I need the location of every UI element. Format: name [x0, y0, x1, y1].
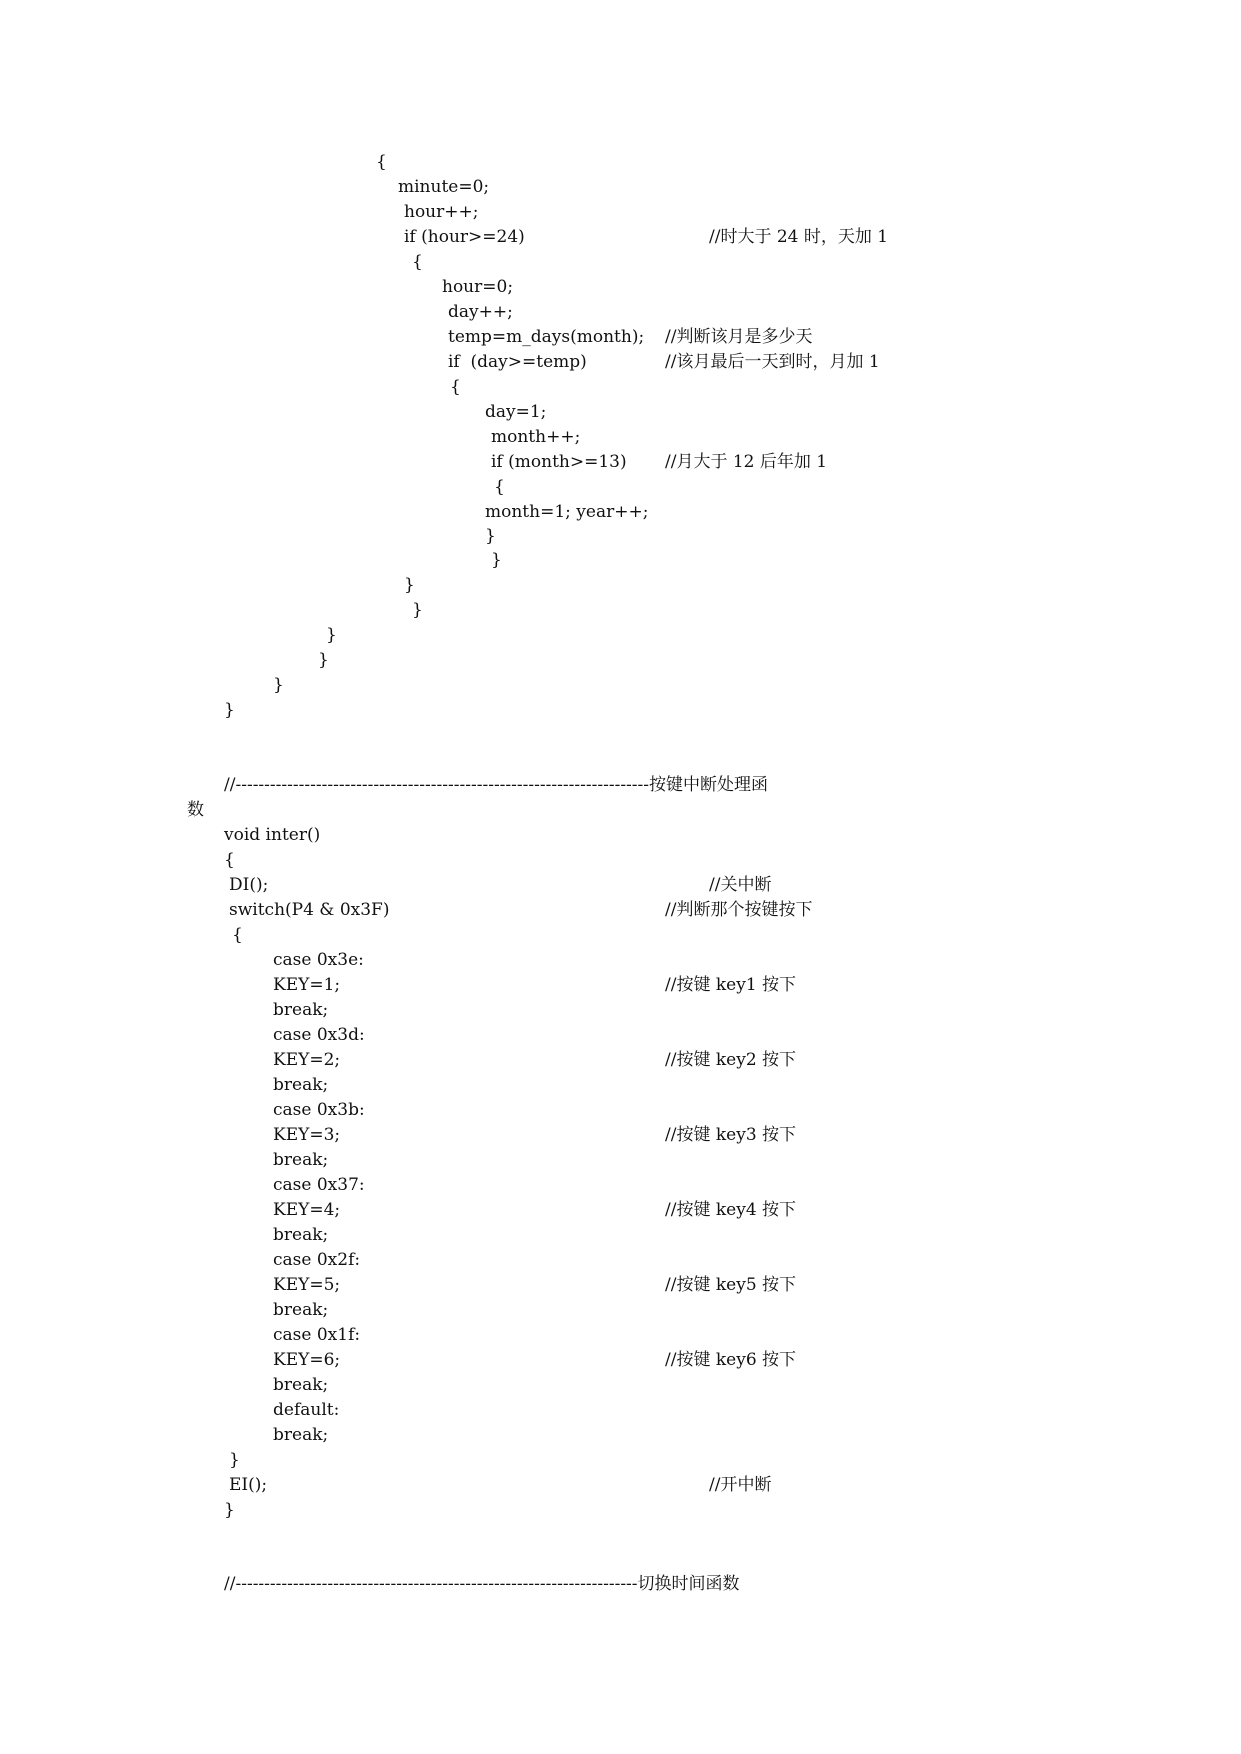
code-line: break;: [273, 1300, 329, 1320]
code-line: {: [412, 252, 423, 272]
code-comment: //判断该月是多少天: [665, 327, 813, 347]
code-line: break;: [273, 1425, 329, 1445]
code-comment: //按键 key3 按下: [665, 1125, 797, 1145]
code-line: case 0x3d:: [273, 1025, 365, 1045]
code-line: KEY=4;: [273, 1200, 341, 1220]
code-line: month=1; year++;: [485, 502, 649, 522]
code-comment: //判断那个按键按下: [665, 900, 813, 920]
code-line: switch(P4 & 0x3F): [229, 900, 390, 920]
code-line: }: [224, 1500, 235, 1520]
code-comment: //该月最后一天到时，月加 1: [665, 352, 880, 372]
code-line: }: [412, 600, 423, 620]
code-line: break;: [273, 1225, 329, 1245]
code-line: default:: [273, 1400, 340, 1420]
code-line: day=1;: [485, 402, 547, 422]
code-line: break;: [273, 1375, 329, 1395]
code-line: day++;: [448, 302, 513, 322]
code-comment: //按键 key2 按下: [665, 1050, 797, 1070]
code-line: }: [326, 625, 337, 645]
code-line: break;: [273, 1150, 329, 1170]
section-divider: //----------------------------------------------------------------------切换时间函数: [224, 1574, 740, 1594]
section-divider-wrap: 数: [187, 800, 204, 820]
code-line: case 0x2f:: [273, 1250, 361, 1270]
code-comment: //月大于 12 后年加 1: [665, 452, 828, 472]
code-line: }: [224, 700, 235, 720]
code-line: KEY=1;: [273, 975, 341, 995]
code-line: case 0x3e:: [273, 950, 364, 970]
code-line: }: [273, 675, 284, 695]
code-line: {: [376, 152, 387, 172]
section-divider: //------------------------------------------------------------------------按键中断处理函: [224, 775, 769, 795]
code-line: hour++;: [404, 202, 479, 222]
code-comment: //关中断: [709, 875, 772, 895]
code-line: temp=m_days(month);: [448, 327, 645, 347]
code-line: KEY=5;: [273, 1275, 341, 1295]
code-comment: //时大于 24 时，天加 1: [709, 227, 889, 247]
code-line: EI();: [229, 1475, 268, 1495]
code-line: }: [318, 650, 329, 670]
code-line: void inter(): [224, 825, 321, 845]
code-line: case 0x3b:: [273, 1100, 365, 1120]
code-line: }: [229, 1450, 240, 1470]
code-line: KEY=6;: [273, 1350, 341, 1370]
code-line: KEY=2;: [273, 1050, 341, 1070]
code-line: case 0x1f:: [273, 1325, 361, 1345]
code-line: month++;: [491, 427, 581, 447]
code-comment: //按键 key5 按下: [665, 1275, 797, 1295]
code-line: if (hour>=24): [404, 227, 525, 247]
code-line: if (day>=temp): [448, 352, 587, 372]
code-line: }: [404, 575, 415, 595]
code-comment: //开中断: [709, 1475, 772, 1495]
code-comment: //按键 key1 按下: [665, 975, 797, 995]
code-line: }: [491, 550, 502, 570]
code-line: {: [494, 477, 505, 497]
code-line: case 0x37:: [273, 1175, 365, 1195]
code-comment: //按键 key6 按下: [665, 1350, 797, 1370]
code-line: {: [224, 850, 235, 870]
code-line: minute=0;: [398, 177, 490, 197]
code-line: DI();: [229, 875, 269, 895]
code-line: hour=0;: [442, 277, 514, 297]
code-line: break;: [273, 1075, 329, 1095]
code-line: {: [232, 925, 243, 945]
code-line: KEY=3;: [273, 1125, 341, 1145]
code-line: break;: [273, 1000, 329, 1020]
code-comment: //按键 key4 按下: [665, 1200, 797, 1220]
code-line: if (month>=13): [491, 452, 627, 472]
code-line: {: [450, 377, 461, 397]
code-line: }: [485, 526, 496, 546]
